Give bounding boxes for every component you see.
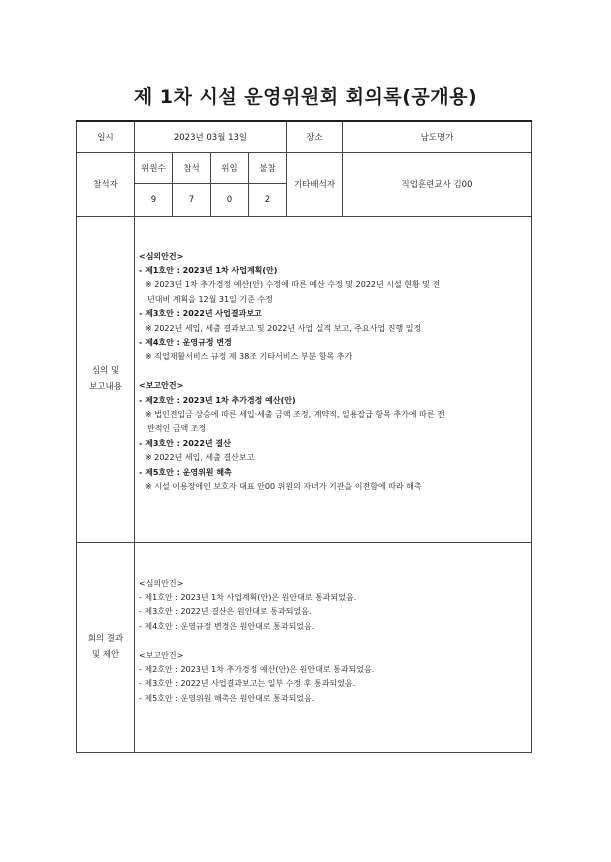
attendance-value-proxy: 0 (211, 183, 249, 216)
date-value: 2023년 03월 13일 (135, 121, 287, 152)
content-line: 년대비 계획을 12월 31일 기준 수정 (147, 294, 273, 304)
result-label-line2: 및 제안 (91, 650, 120, 660)
result-label-line1: 회의 결과 (87, 634, 124, 644)
content-line: - 제3호안 : 2022년 결산은 원안대로 통과되었음. (139, 607, 312, 617)
content-line: - 제1호안 : 2023년 1차 사업계획(안)은 원안대로 통과되었음. (139, 592, 357, 602)
deliberation-label-line2: 보고내용 (89, 382, 122, 392)
attendance-header-present: 참석 (173, 152, 211, 183)
content-line: - 제3호안 : 2022년 결산 (139, 438, 231, 448)
content-line: - 제2호안 : 2023년 1차 추가경정 예산(안)은 원안대로 통과되었음. (139, 664, 375, 674)
content-line: - 제5호안 : 운영위원 해촉 (139, 467, 232, 477)
deliberation-content (135, 216, 532, 542)
content-line: - 제2호안 : 2023년 1차 추가경정 예산(안) (139, 395, 296, 405)
content-line: ※ 2023년 1차 추가경정 예산(안) 수정에 따른 예산 수정 및 2022년 시설 현황 및 전 (145, 280, 441, 290)
attendance-header-proxy: 위임 (211, 152, 249, 183)
content-line: <심의안건> (139, 578, 184, 588)
attendance-value-members: 9 (135, 183, 173, 216)
content-line: - 제3호안 : 2022년 사업결과보고 (139, 309, 262, 319)
content-line: - 제4호안 : 운영규정 변경 (139, 337, 232, 347)
content-line: ※ 2022년 세입, 세출 결산보고 (145, 453, 255, 463)
content-line: ※ 법인전입금 상승에 따른 세입·세출 금액 조정, 계약직, 일용잡급 항목 추가에 따른 전 (145, 409, 445, 419)
date-label: 일시 (77, 121, 135, 152)
document-title: 제 1차 시설 운영위원회 회의록(공개용) (133, 86, 478, 108)
others-label: 기타배석자 (287, 152, 343, 216)
attendance-label: 참석자 (77, 152, 135, 216)
attendance-value-absent: 2 (249, 183, 287, 216)
place-label: 장소 (287, 121, 343, 152)
content-line: ※ 시설 이용장애인 보호자 대표 안00 위원의 자녀가 기관을 이전함에 따라 해촉 (145, 481, 422, 491)
content-line: - 제4호안 : 운영규정 변경은 원안대로 통과되었음. (139, 621, 315, 631)
minutes-table (76, 120, 532, 753)
attendance-header-members: 위원수 (135, 152, 173, 183)
content-line: 반적인 금액 조정 (147, 424, 207, 434)
content-line: ※ 직업재활서비스 규정 제 38조 기타서비스 부분 항목 추가 (145, 352, 353, 362)
result-content (135, 542, 532, 752)
place-value: 남도명가 (343, 121, 532, 152)
spacer (139, 634, 527, 648)
content-line: - 제3호안 : 2022년 사업결과보고는 일부 수정 후 통과되었음. (139, 679, 356, 689)
attendance-value-present: 7 (173, 183, 211, 216)
spacer (139, 365, 527, 379)
attendance-header-absent: 불참 (249, 152, 287, 183)
content-line: <보고안건> (139, 650, 184, 660)
content-line: ※ 2022년 세입, 세출 결과보고 및 2022년 사업 실적 보고, 주요사업 진행 일정 (145, 323, 422, 333)
others-value: 직업훈련교사 김00 (343, 152, 532, 216)
content-line: <보고안건> (139, 381, 184, 391)
content-line: - 제5호안 : 운영위원 해촉은 원안대로 통과되었음. (139, 693, 315, 703)
content-line: <심의안건> (139, 251, 184, 261)
deliberation-label (77, 216, 135, 542)
result-label (77, 542, 135, 752)
content-line: - 제1호안 : 2023년 1차 사업계획(안) (139, 265, 278, 275)
deliberation-label-line1: 심의 및 (91, 366, 120, 376)
